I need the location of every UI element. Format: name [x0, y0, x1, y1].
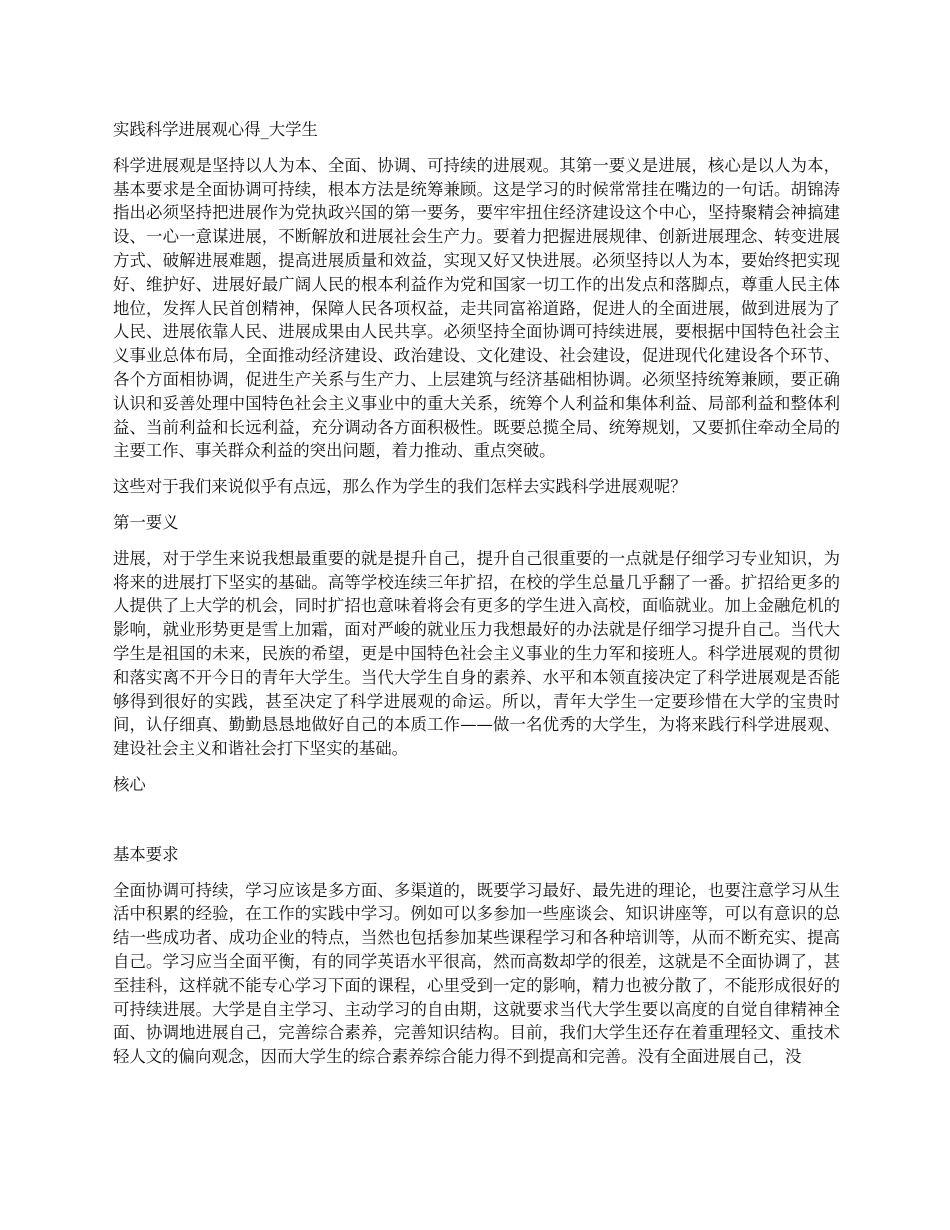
section-text-basic-requirement: 全面协调可持续，学习应该是多方面、多渠道的，既要学习最好、最先进的理论，也要注意学习从生活中积累的经验，在工作的实践中学习。例如可以多参加一些座谈会、知识讲座等，可以有意识的总结一些成功者、成功企业的特点，当然也包括参加某些课程学习和各种培训等，从而不断充实、提高自己。学习应当全面平衡，有的同学英语水平很高，然而高数却学的很差，这就是不全面协调了，甚至挂科，这样就不能专心学习下面的课程，心里受到一定的影响，精力也被分散了，不能形成很好的可持续进展。大学是自主学习、主动学习的自由期，这就要求当代大学生要以高度的自觉自律精神全面、协调地进展自己，完善综合素养，完善知识结构。目前，我们大学生还存在着重理轻文、重技术轻人文的偏向观念，因而大学生的综合素养综合能力得不到提高和完善。没有全面进展自己，没 [113, 880, 840, 1067]
document-page [113, 118, 840, 1081]
question-paragraph: 这些对于我们来说似乎有点远，那么作为学生的我们怎样去实践科学进展观呢？ [113, 477, 687, 497]
section-text-first-priority: 进展，对于学生来说我想最重要的就是提升自己，提升自己很重要的一点就是仔细学习专业知识，为将来的进展打下坚实的基础。高等学校连续三年扩招，在校的学生总量几乎翻了一番。扩招给更多的人提供了上大学的机会，同时扩招也意味着将会有更多的学生进入高校，面临就业。加上金融危机的影响，就业形势更是雪上加霜，面对严峻的就业压力我想最好的办法就是仔细学习提升自己。当代大学生是祖国的未来，民族的希望，更是中国特色社会主义事业的生力军和接班人。科学进展观的贯彻和落实离不开今日的青年大学生。当代大学生自身的素养、水平和本领直接决定了科学进展观是否能够得到很好的实践，甚至决定了科学进展观的命运。所以，青年大学生一定要珍惜在大学的宝贵时间，认仔细真、勤勤恳恳地做好自己的本质工作——做一名优秀的大学生，为将来践行科学进展观、建设社会主义和谐社会打下坚实的基础。 [113, 548, 840, 759]
document-title: 实践科学进展观心得_大学生 [113, 120, 318, 139]
section-heading-core: 核心 [113, 774, 146, 794]
blank-space [113, 809, 840, 843]
section-heading-basic-requirement: 基本要求 [113, 844, 179, 864]
intro-paragraph: 科学进展观是坚持以人为本、全面、协调、可持续的进展观。其第一要义是进展，核心是以人为本，基本要求是全面协调可持续，根本方法是统筹兼顾。这是学习的时候常常挂在嘴边的一句话。胡锦涛指出必须坚持把进展作为党执政兴国的第一要务，要牢牢扭住经济建设这个中心，坚持聚精会神搞建设、一心一意谋进展，不断解放和进展社会生产力。要着力把握进展规律、创新进展理念、转变进展方式、破解进展难题，提高进展质量和效益，实现又好又快进展。必须坚持以人为本，要始终把实现好、维护好、进展好最广阔人民的根本利益作为党和国家一切工作的出发点和落脚点，尊重人民主体地位，发挥人民首创精神，保障人民各项权益，走共同富裕道路，促进人的全面进展，做到进展为了人民、进展依靠人民、进展成果由人民共享。必须坚持全面协调可持续进展，要根据中国特色社会主义事业总体布局，全面推动经济建设、政治建设、文化建设、社会建设，促进现代化建设各个环节、各个方面相协调，促进生产关系与生产力、上层建筑与经济基础相协调。必须坚持统筹兼顾，要正确认识和妥善处理中国特色社会主义事业中的重大关系，统筹个人利益和集体利益、局部利益和整体利益、当前利益和长远利益，充分调动各方面积极性。既要总揽全局、统筹规划，又要抓住牵动全局的主要工作、事关群众利益的突出问题，着力推动、重点突破。 [113, 155, 840, 461]
section-heading-first-priority: 第一要义 [113, 512, 179, 532]
